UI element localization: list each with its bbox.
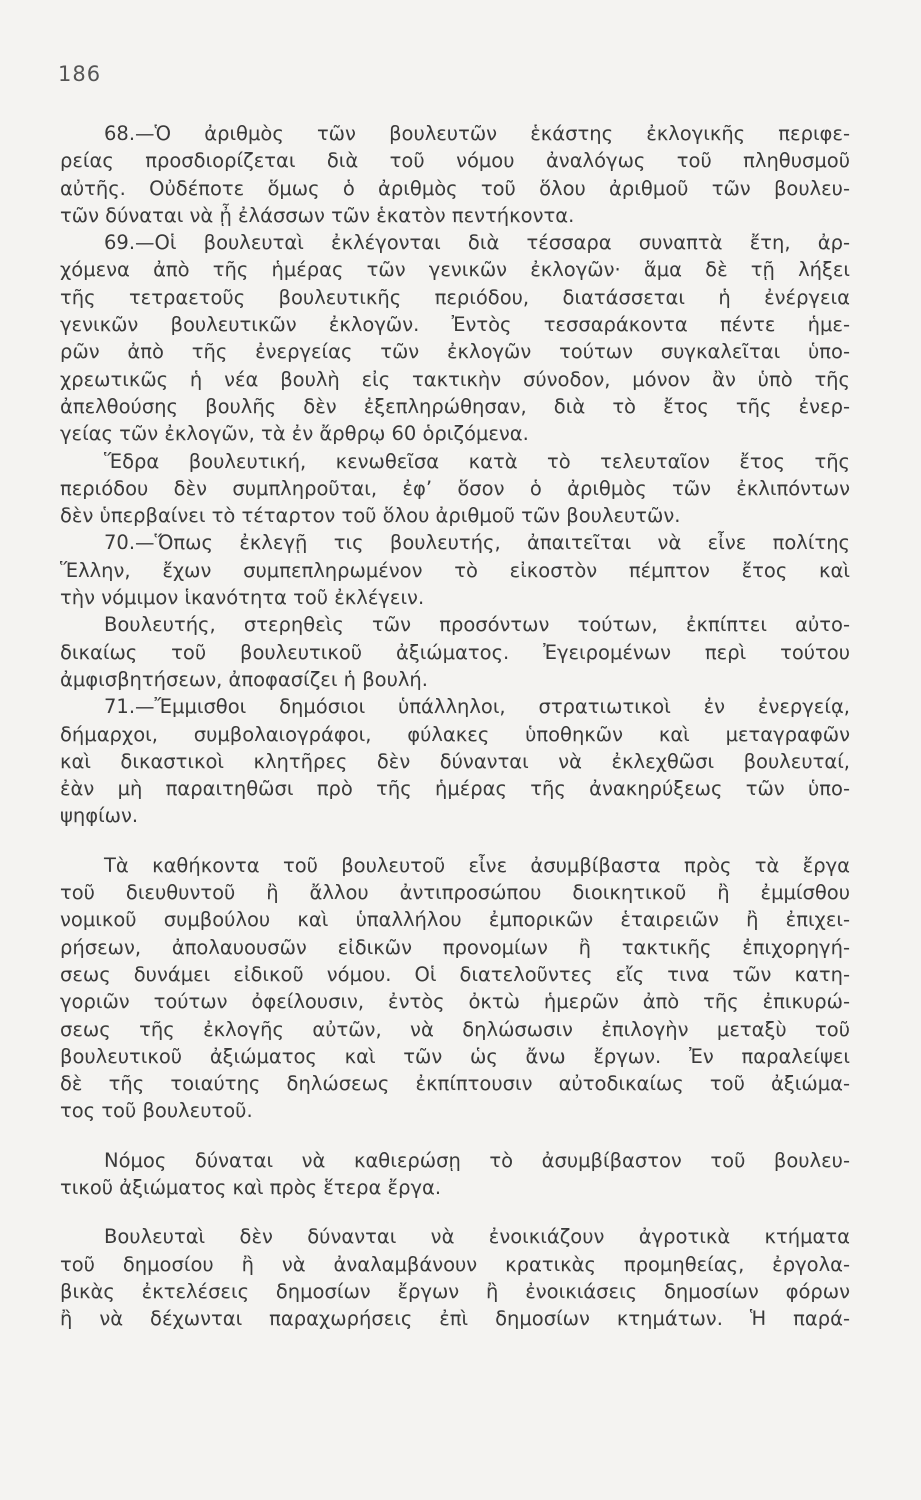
paragraph-disqualification xyxy=(60,611,850,693)
text-line: ἐὰν μὴ παραιτηθῶσι πρὸ τῆς ἡμέρας τῆς ἀνακηρύξεως τῶν ὑπο- xyxy=(60,777,850,801)
text-line: ἀμφισβητήσεων, ἀποφασίζει ἡ βουλή. xyxy=(60,667,428,691)
text-line: ἢ νὰ δέχωνται παραχωρήσεις ἐπὶ δημοσίων κτημάτων. Ἡ παρά- xyxy=(60,1307,850,1331)
text-line: δικαίως τοῦ βουλευτικοῦ ἀξιώματος. Ἐγειρομένων περὶ τούτου xyxy=(60,640,850,664)
paragraph-article-68 xyxy=(60,120,850,229)
text-line: σεως τῆς ἐκλογῆς αὐτῶν, νὰ δηλώσωσιν ἐπιλογὴν μεταξὺ τοῦ xyxy=(60,1017,850,1041)
paragraph-gap xyxy=(60,1201,850,1223)
paragraph-article-69 xyxy=(60,229,850,447)
text-line: τῆς τετραετοῦς βουλευτικῆς περιόδου, διατάσσεται ἡ ἐνέργεια xyxy=(60,285,850,309)
text-line: 70.—Ὅπως ἐκλεγῇ τις βουλευτής, ἀπαιτεῖται νὰ εἶνε πολίτης xyxy=(104,531,850,555)
text-line: δὲν ὑπερβαίνει τὸ τέταρτον τοῦ ὅλου ἀριθμοῦ τῶν βουλευτῶν. xyxy=(60,504,681,528)
text-line: τῶν δύναται νὰ ᾖ ἐλάσσων τῶν ἑκατὸν πεντήκοντα. xyxy=(60,203,575,227)
text-line: χρεωτικῶς ἡ νέα βουλὴ εἰς τακτικὴν σύνοδον, μόνον ἂν ὑπὸ τῆς xyxy=(60,367,850,391)
text-line: ρήσεων, ἀπολαυουσῶν εἰδικῶν προνομίων ἢ τακτικῆς ἐπιχορηγή- xyxy=(60,935,850,959)
paragraph-public-contracts xyxy=(60,1223,850,1332)
text-line: βικὰς ἐκτελέσεις δημοσίων ἔργων ἢ ἐνοικιάσεις δημοσίων φόρων xyxy=(60,1279,850,1303)
text-line: δήμαρχοι, συμβολαιογράφοι, φύλακες ὑποθηκῶν καὶ μεταγραφῶν xyxy=(60,722,850,746)
text-line: γείας τῶν ἐκλογῶν, τὰ ἐν ἄρθρῳ 60 ὁριζόμενα. xyxy=(60,422,529,446)
text-line: γενικῶν βουλευτικῶν ἐκλογῶν. Ἐντὸς τεσσαράκοντα πέντε ἡμε- xyxy=(60,313,850,337)
text-line: σεως δυνάμει εἰδικοῦ νόμου. Οἱ διατελοῦντες εἴς τινα τῶν κατη- xyxy=(60,962,850,986)
text-line: χόμενα ἀπὸ τῆς ἡμέρας τῶν γενικῶν ἐκλογῶν· ἅμα δὲ τῇ λήξει xyxy=(60,258,850,282)
text-line: ψηφίων. xyxy=(60,804,139,828)
text-line: 71.—Ἔμμισθοι δημόσιοι ὑπάλληλοι, στρατιωτικοὶ ἐν ἐνεργείᾳ, xyxy=(104,695,850,719)
paragraph-article-70 xyxy=(60,529,850,611)
text-line: καὶ δικαστικοὶ κλητῆρες δὲν δύνανται νὰ ἐκλεχθῶσι βουλευταί, xyxy=(60,749,850,773)
text-line: βουλευτικοῦ ἀξιώματος καὶ τῶν ὡς ἄνω ἔργων. Ἐν παραλείψει xyxy=(60,1044,850,1068)
paragraph-incompatibility xyxy=(60,852,850,1125)
text-line: δὲ τῆς τοιαύτης δηλώσεως ἐκπίπτουσιν αὐτοδικαίως τοῦ ἀξιώμα- xyxy=(60,1072,850,1096)
page-number: 186 xyxy=(58,62,102,86)
text-line: νομικοῦ συμβούλου καὶ ὑπαλλήλου ἐμπορικῶν ἑταιρειῶν ἢ ἐπιχει- xyxy=(60,908,850,932)
text-line: Ἕδρα βουλευτική, κενωθεῖσα κατὰ τὸ τελευταῖον ἔτος τῆς xyxy=(104,449,850,473)
paragraph-vacant-seat xyxy=(60,448,850,530)
text-line: τοῦ δημοσίου ἢ νὰ ἀναλαμβάνουν κρατικὰς προμηθείας, ἐργολα- xyxy=(60,1252,850,1276)
text-line: αὐτῆς. Οὐδέποτε ὅμως ὁ ἀριθμὸς τοῦ ὅλου ἀριθμοῦ τῶν βουλευ- xyxy=(60,176,850,200)
text-line: ἀπελθούσης βουλῆς δὲν ἐξεπληρώθησαν, διὰ τὸ ἔτος τῆς ἐνερ- xyxy=(60,394,850,418)
text-line: Βουλευτής, στερηθεὶς τῶν προσόντων τούτων, ἐκπίπτει αὐτο- xyxy=(104,613,850,637)
text-line: τὴν νόμιμον ἱκανότητα τοῦ ἐκλέγειν. xyxy=(60,586,425,610)
paragraph-gap xyxy=(60,1125,850,1147)
text-line: Βουλευταὶ δὲν δύνανται νὰ ἐνοικιάζουν ἀγροτικὰ κτήματα xyxy=(104,1225,850,1249)
text-line: τοῦ διευθυντοῦ ἢ ἄλλου ἀντιπροσώπου διοικητικοῦ ἢ ἐμμίσθου xyxy=(60,881,850,905)
text-line: Τὰ καθήκοντα τοῦ βουλευτοῦ εἶνε ἀσυμβίβαστα πρὸς τὰ ἔργα xyxy=(104,853,850,877)
text-line: περιόδου δὲν συμπληροῦται, ἐφ’ ὅσον ὁ ἀριθμὸς τῶν ἐκλιπόντων xyxy=(60,476,850,500)
text-line: ρείας προσδιορίζεται διὰ τοῦ νόμου ἀναλόγως τοῦ πληθυσμοῦ xyxy=(60,149,850,173)
paragraph-article-71 xyxy=(60,693,850,829)
text-line: τος τοῦ βουλευτοῦ. xyxy=(60,1099,253,1123)
paragraph-law-incompatibility xyxy=(60,1147,850,1202)
paragraph-gap xyxy=(60,830,850,852)
text-line: ρῶν ἀπὸ τῆς ἐνεργείας τῶν ἐκλογῶν τούτων συγκαλεῖται ὑπο- xyxy=(60,340,850,364)
text-line: 69.—Οἱ βουλευταὶ ἐκλέγονται διὰ τέσσαρα συναπτὰ ἔτη, ἀρ- xyxy=(104,231,850,255)
text-line: Ἕλλην, ἔχων συμπεπληρωμένον τὸ εἰκοστὸν πέμπτον ἔτος καὶ xyxy=(60,558,850,582)
text-line: 68.—Ὁ ἀριθμὸς τῶν βουλευτῶν ἑκάστης ἐκλογικῆς περιφε- xyxy=(104,122,850,145)
body-text xyxy=(60,120,850,1332)
text-line: τικοῦ ἀξιώματος καὶ πρὸς ἕτερα ἔργα. xyxy=(60,1175,442,1199)
text-line: γοριῶν τούτων ὀφείλουσιν, ἐντὸς ὀκτὼ ἡμερῶν ἀπὸ τῆς ἐπικυρώ- xyxy=(60,990,850,1014)
text-line: Νόμος δύναται νὰ καθιερώσῃ τὸ ἀσυμβίβαστον τοῦ βουλευ- xyxy=(104,1148,850,1172)
